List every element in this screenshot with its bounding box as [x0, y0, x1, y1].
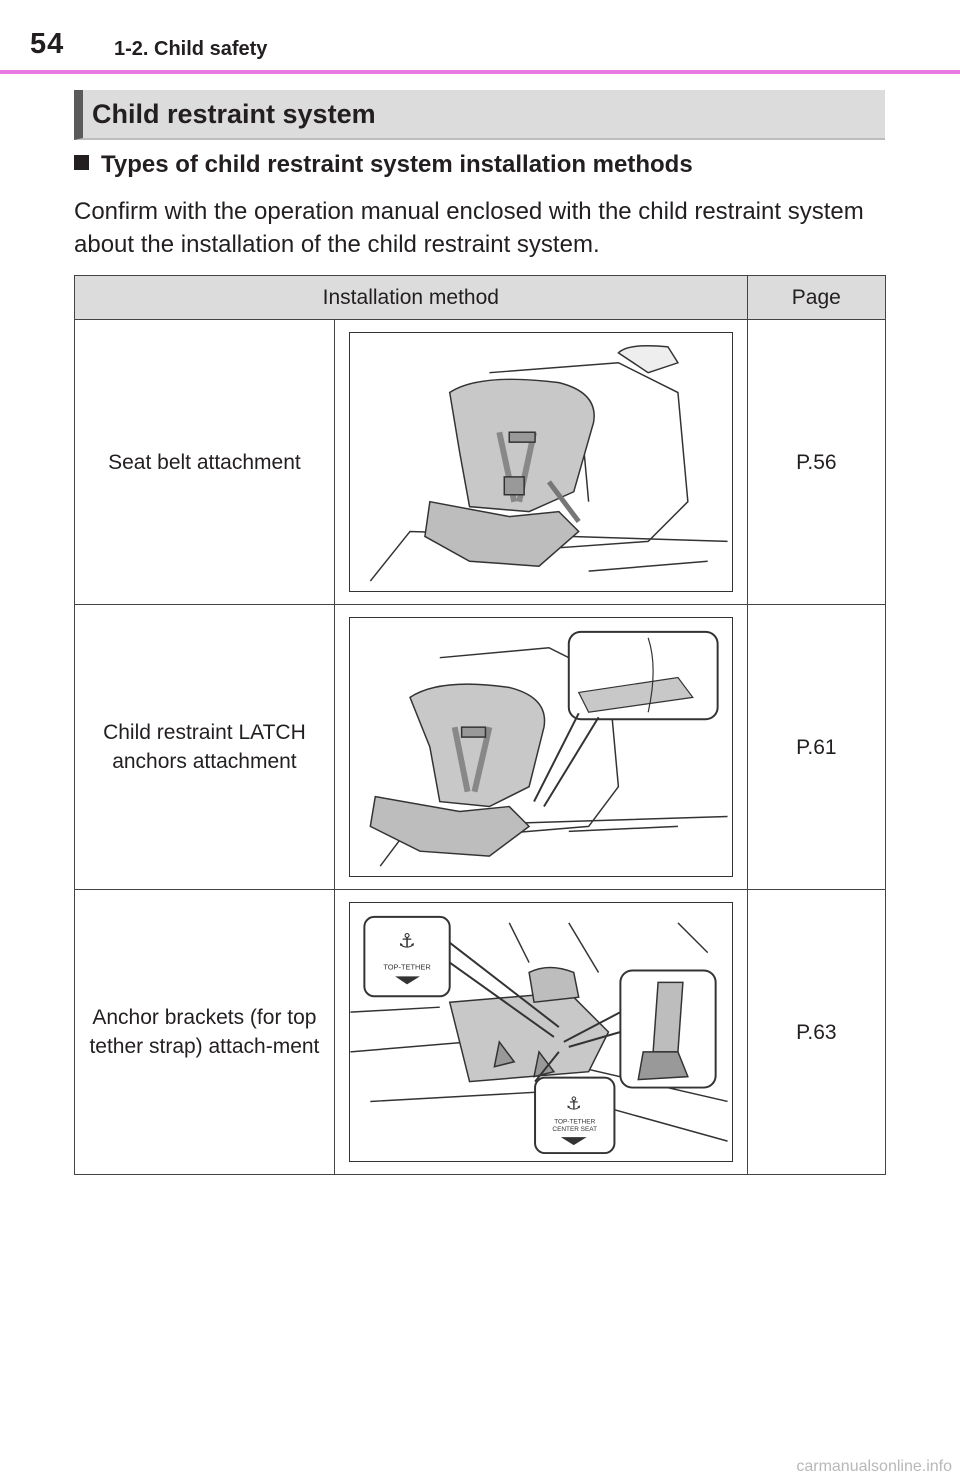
header-rule — [0, 70, 960, 74]
body-paragraph: Confirm with the operation manual enclosed with the child restraint system about the installation of the child restraint system. — [74, 198, 864, 258]
svg-text:⚓: ⚓ — [397, 929, 416, 953]
table-row — [75, 320, 886, 605]
method-cell: Seat belt attachment — [75, 320, 335, 605]
illustration-cell — [334, 605, 747, 890]
table-header-row — [75, 276, 886, 320]
header-installation-method: Installation method — [75, 276, 748, 320]
child-seat-belt-icon — [350, 333, 732, 591]
section-heading — [74, 90, 885, 140]
top-tether-center-label-1: TOP-TETHER — [553, 1118, 595, 1126]
page-cell: P.61 — [747, 605, 885, 890]
square-bullet-icon — [74, 155, 89, 170]
top-tether-anchor-icon — [350, 903, 732, 1161]
section-title: Child restraint system — [92, 99, 376, 129]
top-tether-center-label-2: CENTER SEAT — [552, 1126, 597, 1134]
svg-text:⚓: ⚓ — [565, 1093, 582, 1115]
page-cell: P.56 — [747, 320, 885, 605]
seat-belt-illustration — [349, 332, 733, 592]
chapter-title: 1-2. Child safety — [114, 38, 268, 60]
table-row — [75, 890, 886, 1175]
top-tether-label: TOP-TETHER — [383, 962, 431, 972]
page-cell: P.63 — [747, 890, 885, 1175]
illustration-cell — [334, 320, 747, 605]
header-page: Page — [747, 276, 885, 320]
subheading-text: Types of child restraint system installation methods — [101, 151, 693, 178]
page-number: 54 — [30, 28, 65, 60]
method-cell: Anchor brackets (for top tether strap) attach-ment — [75, 890, 335, 1175]
subheading — [74, 151, 693, 179]
illustration-cell — [334, 890, 747, 1175]
latch-anchors-illustration — [349, 617, 733, 877]
latch-anchor-icon — [350, 618, 732, 876]
method-cell: Child restraint LATCH anchors attachment — [75, 605, 335, 890]
anchor-brackets-illustration — [349, 902, 733, 1162]
installation-methods-table — [74, 275, 886, 1175]
watermark: carmanualsonline.info — [796, 1458, 952, 1475]
table-row — [75, 605, 886, 890]
